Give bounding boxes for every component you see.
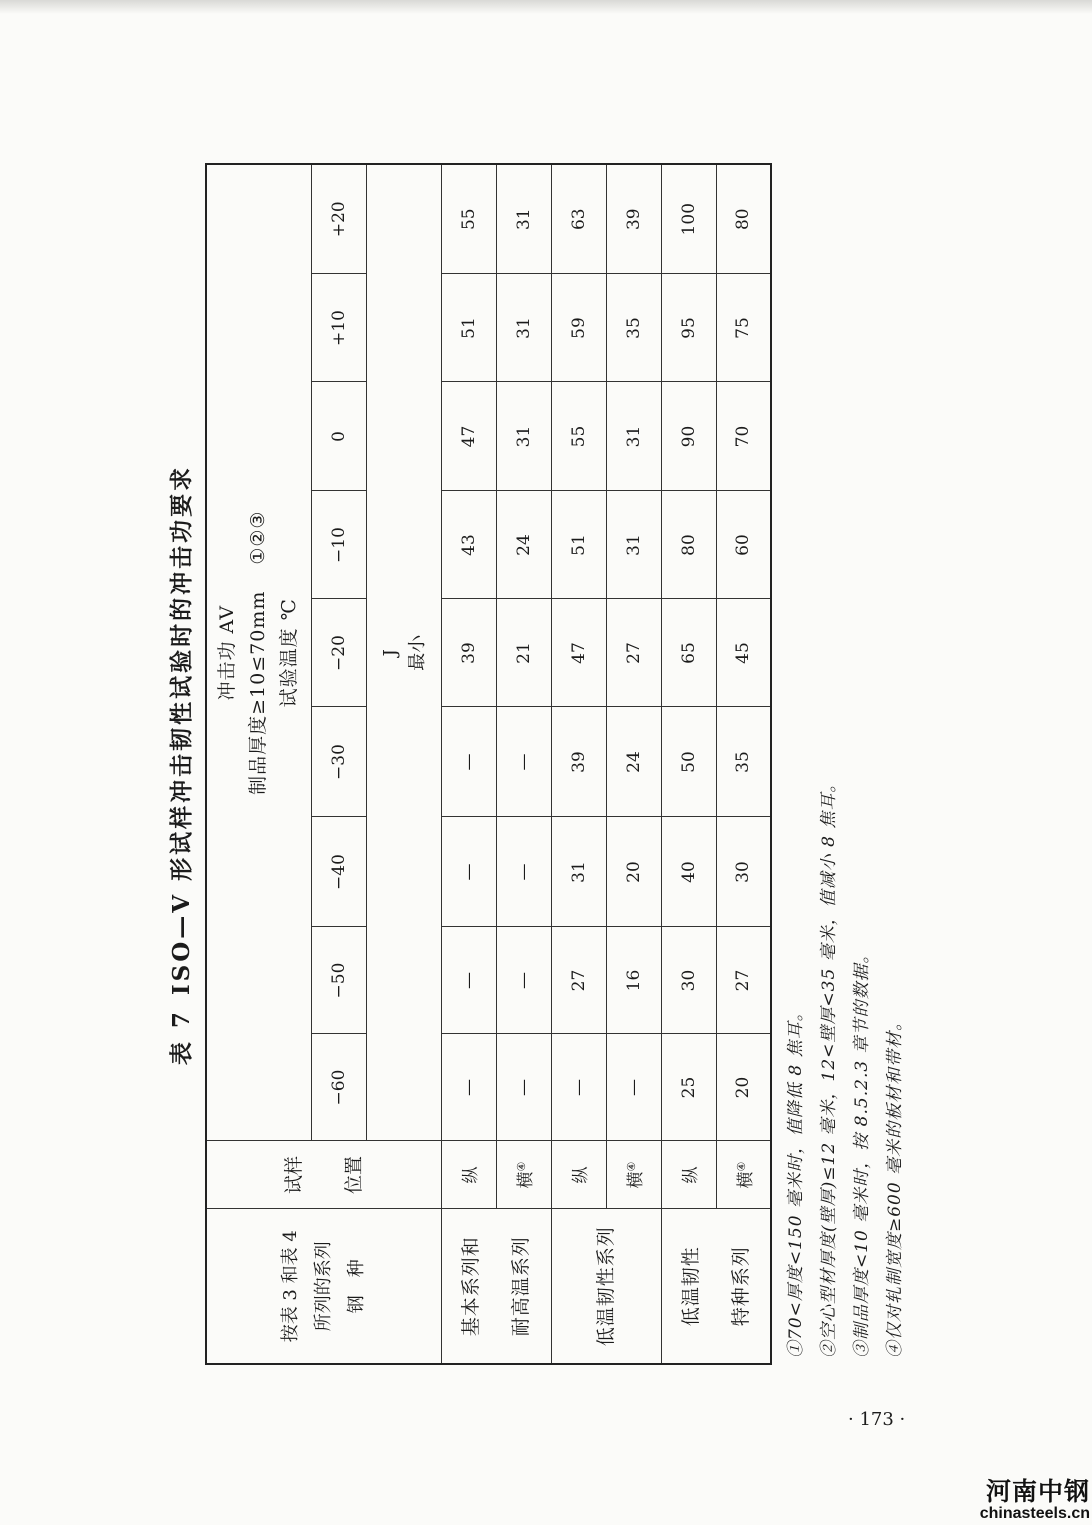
table-row bbox=[606, 164, 661, 1364]
group-name-line: 特种系列 bbox=[729, 1246, 752, 1327]
impact-value-cell: 31 bbox=[496, 164, 551, 274]
temperature-cell: −50 bbox=[311, 927, 366, 1034]
temperature-cell: +10 bbox=[311, 274, 366, 382]
impact-value-cell: 70 bbox=[716, 382, 771, 491]
impact-value-cell: 31 bbox=[496, 382, 551, 491]
impact-value-cell: 39 bbox=[551, 707, 606, 817]
footnote-mark: ④ bbox=[515, 1161, 528, 1172]
footnote-1: ①70<厚度<150 毫米时，值降低 8 焦耳。 bbox=[786, 1003, 806, 1358]
steel-header-line: 所列的系列 bbox=[313, 1241, 335, 1332]
impact-value-cell: — bbox=[606, 1034, 661, 1141]
impact-value-cell: 27 bbox=[606, 599, 661, 707]
specimen-position bbox=[716, 1141, 771, 1209]
impact-value-cell: 24 bbox=[496, 491, 551, 599]
thickness-range: 制品厚度≥10≤70mm bbox=[247, 590, 270, 795]
impact-value-cell: — bbox=[441, 707, 496, 817]
steel-group-name bbox=[661, 1209, 771, 1364]
temperature-cell: 0 bbox=[311, 382, 366, 491]
impact-value-cell: 27 bbox=[551, 927, 606, 1034]
impact-header-line3: 试验温度 ℃ bbox=[278, 598, 301, 708]
temperature-cell: −10 bbox=[311, 491, 366, 599]
impact-value-cell: 90 bbox=[661, 382, 716, 491]
position-header-line: 位置 bbox=[342, 1156, 365, 1195]
impact-value-cell: — bbox=[441, 817, 496, 927]
impact-header-line1: 冲击功 AV bbox=[216, 604, 239, 701]
footnotes bbox=[780, 168, 912, 1358]
impact-value-cell: 65 bbox=[661, 599, 716, 707]
impact-value-cell: 16 bbox=[606, 927, 661, 1034]
impact-value-cell: 47 bbox=[551, 599, 606, 707]
impact-value-cell: 31 bbox=[551, 817, 606, 927]
unit-label: J bbox=[379, 649, 401, 657]
group-name-line: 耐高温系列 bbox=[510, 1236, 532, 1337]
table-title bbox=[166, 160, 198, 1370]
impact-value-cell: 24 bbox=[606, 707, 661, 817]
impact-value-cell: 55 bbox=[551, 382, 606, 491]
table-row bbox=[551, 164, 606, 1364]
impact-value-cell: 55 bbox=[441, 164, 496, 274]
impact-value-cell: 47 bbox=[441, 382, 496, 491]
impact-value-cell: 75 bbox=[716, 274, 771, 382]
unit-note: 最小 bbox=[406, 634, 428, 671]
impact-value-cell: — bbox=[441, 1034, 496, 1141]
position-label: 横 bbox=[516, 1171, 536, 1189]
impact-value-cell: 39 bbox=[606, 164, 661, 274]
group-name-line: 低温韧性 bbox=[679, 1246, 702, 1327]
footnote-refs: ①②③ bbox=[247, 510, 270, 565]
watermark-url: chinasteels.cn bbox=[979, 1505, 1090, 1522]
watermark-logo bbox=[955, 1478, 1090, 1522]
impact-value-cell: 80 bbox=[661, 491, 716, 599]
impact-value-cell: 39 bbox=[441, 599, 496, 707]
table-row bbox=[661, 164, 716, 1364]
page-number: · 173 · bbox=[848, 1409, 906, 1430]
table-number: 表 7 bbox=[168, 1009, 195, 1066]
specimen-position: 纵 bbox=[661, 1141, 716, 1209]
position-label: 横 bbox=[626, 1171, 646, 1189]
footnote-mark: ④ bbox=[734, 1161, 748, 1172]
group-name-line: 基本系列和 bbox=[460, 1236, 482, 1337]
impact-value-cell: 30 bbox=[716, 817, 771, 927]
steel-header-line: 钢 种 bbox=[346, 1259, 368, 1314]
impact-energy-header bbox=[206, 164, 311, 1141]
impact-value-cell: 31 bbox=[606, 382, 661, 491]
footnote-2: ②空心型材厚度(壁厚)≤12 毫米，12<壁厚<35 毫米，值减小 8 焦耳。 bbox=[819, 774, 839, 1358]
impact-value-cell: 50 bbox=[661, 707, 716, 817]
impact-value-cell: — bbox=[496, 817, 551, 927]
table-row bbox=[716, 164, 771, 1364]
impact-value-cell: — bbox=[551, 1034, 606, 1141]
footnote-mark: ④ bbox=[625, 1161, 638, 1172]
specimen-position: 纵 bbox=[551, 1141, 606, 1209]
unit-cell bbox=[366, 164, 441, 1141]
table-row bbox=[441, 164, 496, 1364]
impact-value-cell: 60 bbox=[716, 491, 771, 599]
specimen-position: 纵 bbox=[441, 1141, 496, 1209]
impact-value-cell: 95 bbox=[661, 274, 716, 382]
position-header bbox=[206, 1141, 441, 1209]
temperature-cell: −20 bbox=[311, 599, 366, 707]
rotated-content bbox=[160, 160, 910, 1370]
temperature-cell: −40 bbox=[311, 817, 366, 927]
impact-value-cell: 43 bbox=[441, 491, 496, 599]
impact-value-cell: 59 bbox=[551, 274, 606, 382]
specimen-position bbox=[606, 1141, 661, 1209]
steel-type-header bbox=[206, 1209, 441, 1364]
footnote-3: ③制品厚度<10 毫米时，按 8.5.2.3 章节的数据。 bbox=[852, 945, 872, 1358]
impact-value-cell: 31 bbox=[496, 274, 551, 382]
steel-group-name bbox=[441, 1209, 551, 1364]
impact-value-cell: 35 bbox=[716, 707, 771, 817]
footnote-4: ④仅对轧制宽度≥600 毫米的板材和带材。 bbox=[885, 1012, 905, 1358]
impact-header-line2 bbox=[243, 165, 274, 1141]
temperature-cell: −60 bbox=[311, 1034, 366, 1141]
impact-value-cell: 30 bbox=[661, 927, 716, 1034]
impact-value-cell: — bbox=[441, 927, 496, 1034]
impact-value-cell: 63 bbox=[551, 164, 606, 274]
impact-value-cell: 51 bbox=[551, 491, 606, 599]
table-caption: ISO—V 形试样冲击韧性试验时的冲击功要求 bbox=[168, 464, 195, 996]
impact-value-cell: — bbox=[496, 707, 551, 817]
steel-group-name bbox=[551, 1209, 661, 1364]
group-name-line: 低温韧性系列 bbox=[595, 1226, 617, 1347]
impact-value-cell: 100 bbox=[661, 164, 716, 274]
steel-header-line: 按表 3 和表 4 bbox=[280, 1230, 302, 1343]
impact-value-cell: 35 bbox=[606, 274, 661, 382]
specimen-position bbox=[496, 1141, 551, 1209]
impact-requirements-table bbox=[205, 163, 772, 1365]
position-header-line: 试样 bbox=[282, 1156, 305, 1195]
impact-value-cell: 20 bbox=[716, 1034, 771, 1141]
impact-value-cell: 25 bbox=[661, 1034, 716, 1141]
rotated-table-block bbox=[160, 160, 910, 1370]
temperature-cell: −30 bbox=[311, 707, 366, 817]
impact-value-cell: 21 bbox=[496, 599, 551, 707]
table-row bbox=[496, 164, 551, 1364]
impact-value-cell: 31 bbox=[606, 491, 661, 599]
impact-value-cell: 51 bbox=[441, 274, 496, 382]
impact-value-cell: 45 bbox=[716, 599, 771, 707]
watermark-brand: 河南中钢 bbox=[985, 1478, 1090, 1506]
impact-value-cell: — bbox=[496, 1034, 551, 1141]
scan-edge-shadow bbox=[0, 0, 1092, 14]
impact-value-cell: 80 bbox=[716, 164, 771, 274]
position-label: 横 bbox=[735, 1171, 756, 1189]
impact-value-cell: 27 bbox=[716, 927, 771, 1034]
temperature-cell: +20 bbox=[311, 164, 366, 274]
impact-value-cell: 40 bbox=[661, 817, 716, 927]
impact-value-cell: 20 bbox=[606, 817, 661, 927]
impact-value-cell: — bbox=[496, 927, 551, 1034]
